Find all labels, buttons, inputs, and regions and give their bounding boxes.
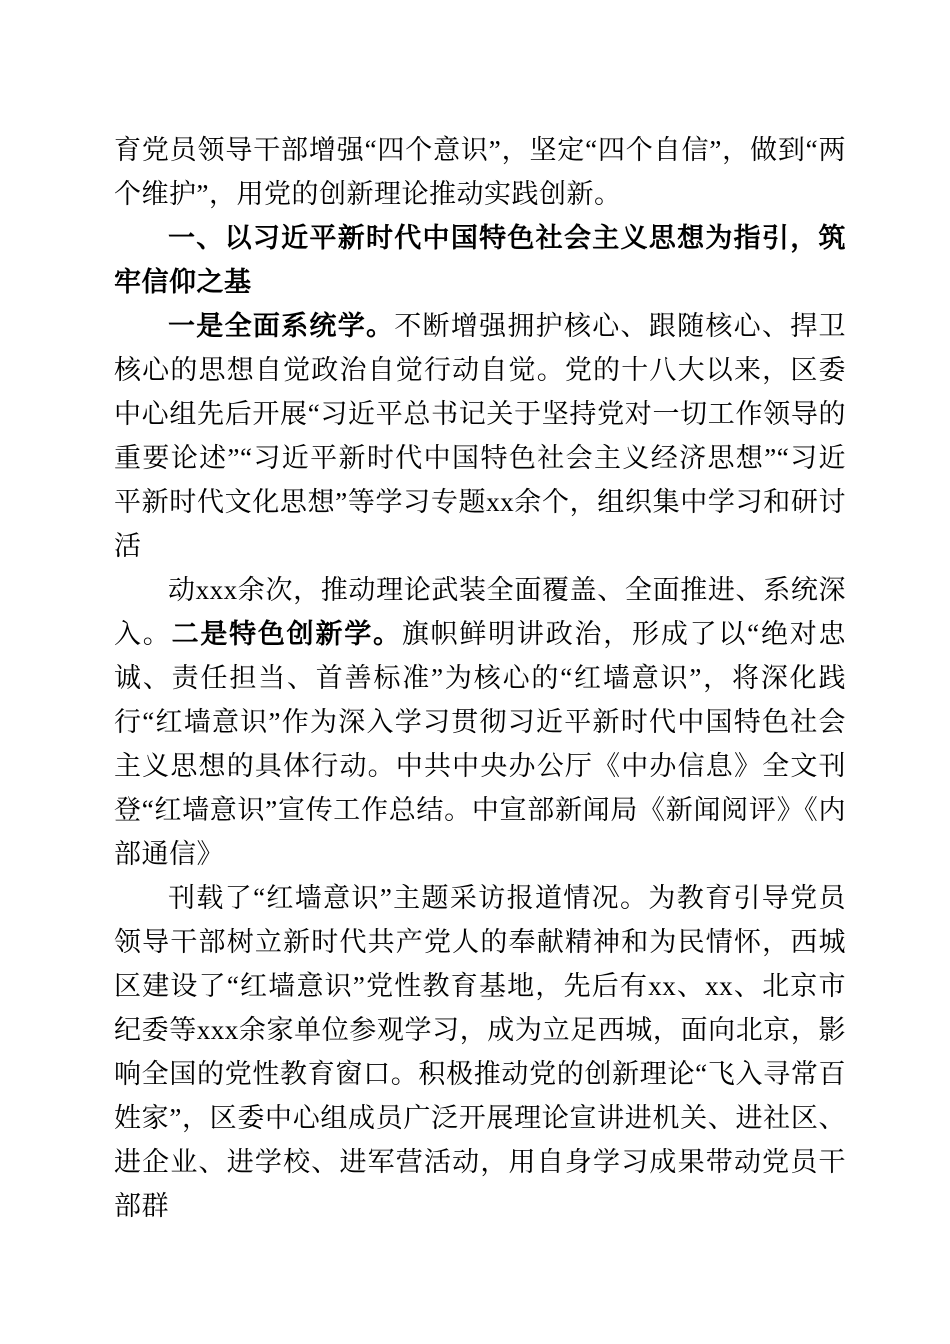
text-segment: 不断增强拥护核心、跟随核心、捍卫核心的思想自觉政治自觉行动自觉。党的十八大以来，区委中心组先后开展“习近平总书记关于坚持党对一切工作领导的重要论述”“习近平新时代中国特色社会主义经济思想”“习近平新时代文化思想”等学习专题xx余个，组织集中学习和研讨活	[114, 311, 847, 561]
text-segment: 育党员领导干部增强“四个意识”，坚定“四个自信”，做到“两个维护”，用党的创新理论推动实践创新。	[114, 135, 846, 209]
paragraph	[114, 568, 846, 876]
text-segment: 刊载了“红墙意识”主题采访报道情况。为教育引导党员领导干部树立新时代共产党人的奉献精神和为民情怀，西城区建设了“红墙意识”党性教育基地，先后有xx、xx、北京市纪委等xxx余家单位参观学习，成为立足西城，面向北京，影响全国的党性教育窗口。积极推动党的创新理论“飞入寻常百姓家”，区委中心组成员广泛开展理论宣讲进机关、进社区、进企业、进学校、进军营活动，用自身学习成果带动党员干部群	[114, 883, 846, 1221]
emphasis-segment: 一是全面系统学。	[168, 311, 395, 341]
emphasis-segment: 二是特色创新学。	[171, 619, 402, 649]
document-body	[114, 128, 846, 1228]
section-heading	[114, 216, 846, 304]
text-segment: 动xxx余次，推动理论武装全面覆盖、全面推进、系统深入。	[114, 575, 846, 649]
text-segment: 旗帜鲜明讲政治，形成了以“绝对忠诚、责任担当、首善标准”为核心的“红墙意识”，将深化践行“红墙意识”作为深入学习贯彻习近平新时代中国特色社会主义思想的具体行动。中共中央办公厅《中办信息》全文刊登“红墙意识”宣传工作总结。中宣部新闻局《新闻阅评》《内部通信》	[114, 619, 847, 869]
paragraph	[114, 876, 846, 1228]
paragraph	[114, 304, 846, 568]
emphasis-segment: 一、以习近平新时代中国特色社会主义思想为指引，筑牢信仰之基	[114, 223, 846, 297]
paragraph	[114, 128, 846, 216]
